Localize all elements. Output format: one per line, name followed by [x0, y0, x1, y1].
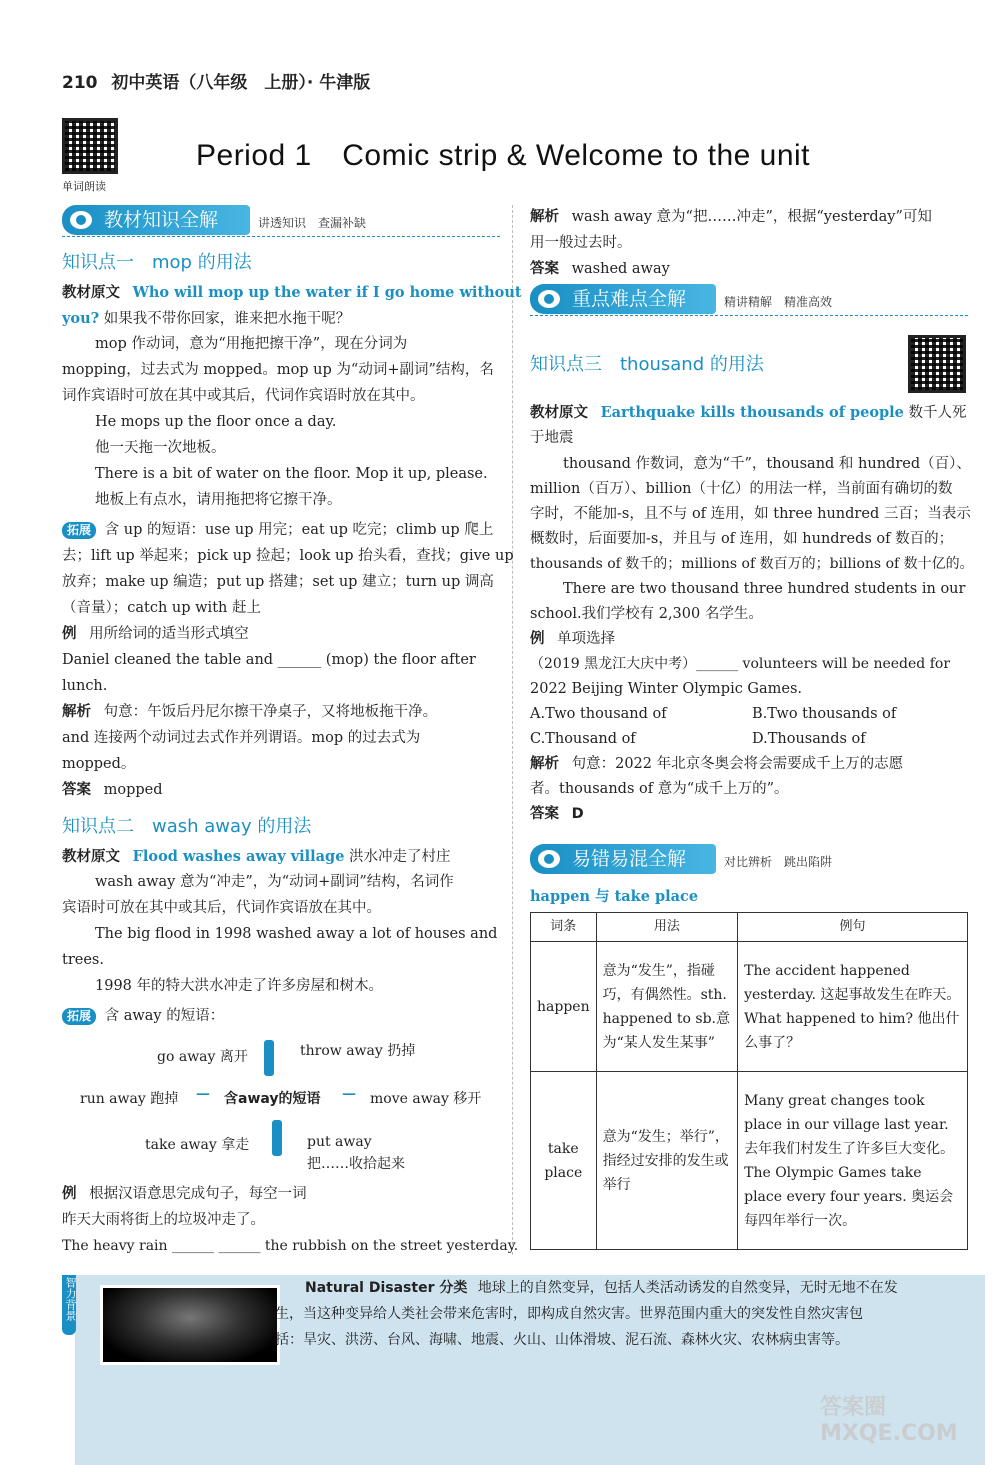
kp3-example: There are two thousand three hundred students in our	[563, 581, 966, 597]
comparison-table	[530, 912, 968, 1250]
watermark: 答案圈 MXQE.COM	[820, 1395, 958, 1446]
kp2-analysis: 解析 wash away 意为“把……冲走”，根据“yesterday”可知	[530, 209, 932, 225]
table-cell-word: take place	[531, 1072, 597, 1250]
kp1-example-cn: 地板上有点水，请用拖把将它擦干净。	[95, 492, 342, 508]
background-tag: 智力背景	[62, 1275, 76, 1335]
table-cell-usage: 意为“发生”，指碰巧，有偶然性。sth. happened to sb.意为“某人发生某事”	[596, 942, 738, 1072]
table-header-cell: 词条	[531, 913, 597, 942]
kp1-extension-line: 放弃；make up 编造；put up 搭建；set up 建立；turn up 调高	[62, 574, 494, 590]
kp3-question: 2022 Beijing Winter Olympic Games.	[530, 681, 803, 697]
table-header-row	[531, 913, 968, 942]
kp1-question: Daniel cleaned the table and ______ (mop) the floor after	[62, 652, 476, 668]
dash-right: —	[342, 1086, 356, 1102]
section-banner-2: 重点难点全解	[530, 284, 716, 314]
kp3-answer: 答案 D	[530, 806, 584, 822]
phrase-move-away: move away 移开	[370, 1091, 482, 1107]
phrase-center: 含away的短语	[224, 1091, 321, 1107]
kp1-analysis-line: mopped。	[62, 756, 136, 772]
table-cell-example: Many great changes took place in our village last year. 去年我们村发生了许多巨大变化。The Olympic Games take place every four years. 奥运会每四年举行一次。	[738, 1072, 968, 1250]
phrase-run-away: run away 跑掉	[80, 1091, 179, 1107]
kp3-line: 字时，不能加-s，且不与 of 连用，如 three hundred 三百；当表示	[530, 506, 971, 522]
dash-left: —	[196, 1086, 210, 1102]
kp1-question: lunch.	[62, 678, 108, 694]
kp2-example: The big flood in 1998 washed away a lot of houses and	[95, 926, 498, 942]
qr-code-icon[interactable]	[908, 335, 966, 393]
option-c: C.Thousand of	[530, 731, 636, 747]
phrase-put-away: put away	[307, 1134, 372, 1150]
kp3-line: million（百万）、billion（十亿）的用法一样，当前面有确切的数	[530, 481, 953, 497]
phrase-throw-away: throw away 扔掉	[300, 1043, 416, 1059]
background-line-2: 生，当这种变异给人类社会带来危害时，即构成自然灾害。世界范围内重大的突发性自然灾害包	[275, 1306, 863, 1322]
kp1-example: He mops up the floor once a day.	[95, 414, 337, 430]
disaster-photo	[100, 1285, 280, 1365]
kp1-line: mopping，过去式为 mopped。mop up 为“动词+副词”结构，名	[62, 362, 494, 378]
kp3-line: thousand 作数词，意为“千”，thousand 和 hundred（百）、	[563, 456, 971, 472]
banner-2-sub: 精讲精解 精准高效	[724, 295, 833, 309]
table-row	[531, 942, 968, 1072]
kp1-extension: 拓展 含 up 的短语：use up 用完；eat up 吃完；climb up 爬上	[62, 518, 493, 543]
kp2-line: wash away 意为“冲走”，为“动词+副词”结构，名词作	[95, 874, 454, 890]
section-banner-1: 教材知识全解	[62, 205, 250, 235]
option-b: B.Two thousands of	[752, 706, 897, 722]
kp1-extension-line: 去；lift up 举起来；pick up 捡起；look up 抬头看，查找；give up	[62, 548, 514, 564]
kp2-analysis-line: 用一般过去时。	[530, 235, 632, 251]
kp2-line: 宾语时可放在其中或其后，代词作宾语放在其中。	[62, 900, 381, 916]
divider	[62, 236, 500, 237]
speaker-icon	[70, 211, 92, 229]
speaker-icon	[538, 850, 560, 868]
kp3-heading: 知识点三 thousand 的用法	[530, 354, 764, 375]
kp2-source: 教材原文 Flood washes away village 洪水冲走了村庄	[62, 848, 451, 865]
kp3-analysis-line: 者。thousands of 意为“成千上万的”。	[530, 781, 789, 797]
kp1-analysis-line: and 连接两个动词过去式作并列谓语。mop 的过去式为	[62, 730, 421, 746]
kp2-exercise: 例 根据汉语意思完成句子，每空一词	[62, 1186, 307, 1202]
phrase-take-away: take away 拿走	[145, 1137, 250, 1153]
kp3-analysis: 解析 句意：2022 年北京冬奥会将会需要成千上万的志愿	[530, 756, 904, 772]
table-header-cell: 例句	[738, 913, 968, 942]
kp2-answer: 答案 washed away	[530, 261, 670, 277]
bracket-top	[264, 1040, 274, 1076]
kp3-source: 教材原文 Earthquake kills thousands of people 数千人死	[530, 404, 967, 421]
bracket-bottom	[272, 1120, 282, 1156]
kp3-source-2: 于地震	[530, 430, 574, 446]
kp1-heading: 知识点一 mop 的用法	[62, 252, 252, 273]
kp1-line: mop 作动词，意为“用拖把擦干净”，现在分词为	[95, 336, 408, 352]
table-cell-example: The accident happened yesterday. 这起事故发生在昨天。What happened to him? 他出什么事了？	[738, 942, 968, 1072]
page-header	[62, 68, 370, 93]
kp3-example: school.我们学校有 2,300 名学生。	[530, 606, 763, 622]
divider	[530, 315, 968, 316]
extension-tag: 拓展	[62, 1008, 96, 1025]
kp1-answer: 答案 mopped	[62, 782, 163, 798]
option-a: A.Two thousand of	[530, 706, 667, 722]
banner-1-sub: 讲透知识 查漏补缺	[258, 216, 367, 230]
kp1-exercise: 例 用所给词的适当形式填空	[62, 626, 249, 642]
kp1-source: 教材原文 Who will mop up the water if I go home without	[62, 284, 522, 301]
speaker-icon	[538, 290, 560, 308]
kp3-question: （2019 黑龙江大庆中考）______ volunteers will be needed for	[530, 656, 951, 672]
kp2-example: trees.	[62, 952, 104, 968]
phrase-go-away: go away 离开	[157, 1049, 248, 1065]
section-banner-3: 易错易混全解	[530, 844, 716, 874]
kp3-line: thousands of 数千的；millions of 数百万的；billions of 数十亿的。	[530, 556, 974, 572]
kp1-example: There is a bit of water on the floor. Mop it up, please.	[95, 466, 488, 482]
kp1-extension-line: （音量）；catch up with 赶上	[62, 600, 261, 616]
kp1-analysis: 解析 句意：午饭后丹尼尔擦干净桌子，又将地板拖干净。	[62, 704, 438, 720]
phrase-put-away-cn: 把……收拾起来	[307, 1156, 405, 1172]
table-cell-word: happen	[531, 942, 597, 1072]
table-row	[531, 1072, 968, 1250]
background-line-3: 括：旱灾、洪涝、台风、海啸、地震、火山、山体滑坡、泥石流、森林火灾、农林病虫害等。	[275, 1332, 849, 1348]
kp2-question: The heavy rain ______ ______ the rubbish on the street yesterday.	[62, 1238, 519, 1254]
table-title: happen 与 take place	[530, 888, 699, 905]
kp2-extension: 拓展 含 away 的短语：	[62, 1004, 224, 1029]
column-divider	[512, 205, 513, 1255]
table-header-cell: 用法	[596, 913, 738, 942]
extension-tag: 拓展	[62, 522, 96, 539]
table-cell-usage: 意为“发生；举行”，指经过安排的发生或举行	[596, 1072, 738, 1250]
kp2-question: 昨天大雨将街上的垃圾冲走了。	[62, 1212, 265, 1228]
background-line-1: Natural Disaster 分类 地球上的自然变异，包括人类活动诱发的自然变异，无时无地不在发	[305, 1280, 898, 1296]
kp2-example-cn: 1998 年的特大洪水冲走了许多房屋和树木。	[95, 978, 384, 994]
kp3-exercise: 例 单项选择	[530, 631, 616, 647]
book-title: 初中英语（八年级 上册）· 牛津版	[111, 73, 371, 93]
kp3-line: 概数时，后面要加-s，并且与 of 连用，如 hundreds of 数百的；	[530, 531, 954, 547]
banner-3-sub: 对比辨析 跳出陷阱	[724, 855, 833, 869]
option-d: D.Thousands of	[752, 731, 866, 747]
page-title: Period 1 Comic strip & Welcome to the unit	[196, 139, 811, 172]
qr-label: 单词朗读	[62, 180, 106, 193]
qr-code-icon[interactable]	[62, 118, 118, 174]
kp1-source-2: you? 如果我不带你回家，谁来把水拖干呢？	[62, 310, 351, 327]
kp2-heading: 知识点二 wash away 的用法	[62, 816, 312, 837]
page-number: 210	[62, 73, 98, 93]
kp1-example-cn: 他一天拖一次地板。	[95, 440, 226, 456]
kp1-line: 词作宾语时可放在其中或其后，代词作宾语时放在其中。	[62, 388, 425, 404]
